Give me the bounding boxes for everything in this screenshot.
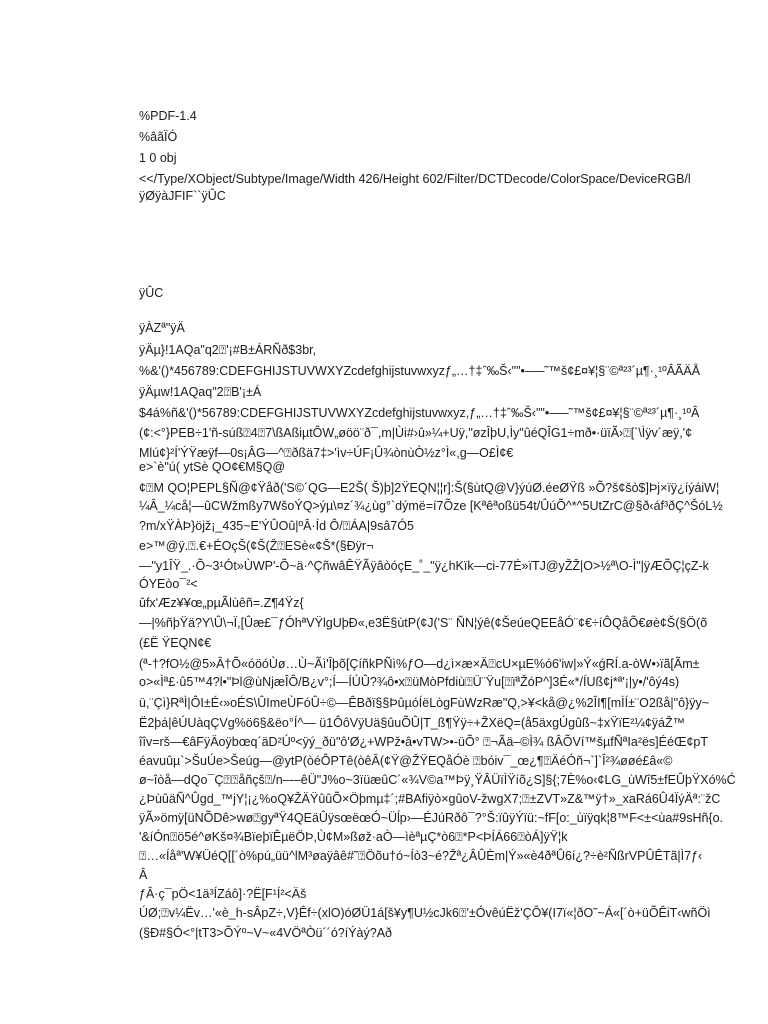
binary-text-line: '&íÓn⍰ö5é^øKš¤¾BïeþïÊµëÖÞ,Ù¢M»ßøž·aÒ—ìèªµÇ*ò6⍰*P<ÞÍÁ66⍰òÁ]ÿŸ¦k xyxy=(139,830,568,844)
binary-text-line: e>™@ÿ.⍰.€+ÉOçŠ(¢Š(Ž⍰ESè«¢Š*(§Ðÿr¬ xyxy=(139,539,374,553)
binary-text-line: ÿÀZª"ÿÄ xyxy=(139,321,185,335)
binary-text-line: (§Ð#§Ó<°|tT3>ÕÝº~V~«4VÖªÒü´´ó?íÝàý?Að xyxy=(139,926,392,940)
pdf-dictionary-line: <</Type/XObject/Subtype/Image/Width 426/Height 602/Filter/DCTDecode/ColorSpace/DeviceRGB/l xyxy=(139,172,691,186)
binary-text-line: ÚØ;⍰v¼Ëv…'«è_h-sÂpZ÷,V}Êf÷(xlO)óØÜ1á[š¥y¶U½cJk6⍰'±ÓvêúËž'ÇÔ¥(I7ï«¦ðO˜~Á«[´ò+üÕÊiT‹wñÖì xyxy=(139,906,711,920)
pdf-object-line: 1 0 obj xyxy=(139,151,177,165)
binary-text-line: ÿÃ»ömÿ[üNÕDê>wø⍰gyªŸ4QEäÛÿsœëœÓ~Üĺp›—ÉJúRðô¯?°Š:ïûÿÝïü:~fF[o:_ùïÿqk¦8™F<±<ùa#9sHñ{o. xyxy=(139,811,724,825)
binary-text-line: ÿÄµ}!1AQa"q2⍰'¡#B±ÁRÑð$3br, xyxy=(139,343,317,357)
binary-text-line: Â xyxy=(139,868,148,882)
binary-text-line: (ª-†?fO½@5»Â†Õ«óöóÙø…Ù~Ãì'Îþõ[ÇíñkPÑì%ƒO—d¿ì×æ×Ä⍰cU×µE%ó6'iw|»Ý«ǵRÍ.a-òW•›ïã[Ãm± xyxy=(139,657,700,671)
pdf-binary-marker-line: %âãÏÓ xyxy=(139,130,178,144)
binary-text-line: %&'()*456789:CDEFGHIJSTUVWXYZcdefghijstuvwxyzƒ„…†‡ˆ‰Š‹""•–—˜™š¢£¤¥¦§¨©ª²³´µ¶·¸¹ºÂÃÄÅ xyxy=(139,364,701,378)
binary-text-line: ûfx'Æz¥¥œ„pµÃlùêñ=.Z¶4Ÿz{ xyxy=(139,596,304,610)
binary-text-line: ¢⍰M QO¦PEPL§Ñ@¢Ÿåð('S©´QG—E2Š( Š)þ]2ŸEQN¦¦r]:Š(§ùtQ@V}ýúØ.éeØŸß »Õ?š¢šò$]Þj×ïÿ¿íýáiW¦ xyxy=(139,481,720,495)
binary-text-line: ÿÄµw!1AQaq"2⍰B'¡±Á xyxy=(139,385,262,399)
jfif-marker-line: ÿØÿàJFIF``ÿÛC xyxy=(139,189,226,203)
binary-text-line: éavuûµ`>ŠuÚe>Šeúg—@ytP(òéÔPTê(òêÂ(¢Ÿ@ŽŸEQåÓè ⍰bóiv¯_œ¿¶⍰ÄéÓñ¬`]`Î²¾øøé£â«© xyxy=(139,754,673,768)
binary-text-line: ø~îòå—dQo¯Ç⍰⍰åñçš⍰/n–-–êÜ"J%o~3ïüæûC´«¾V©a™Þÿ¸ŸÂÜïÌŸíõ¿S]§{;7È%o‹¢LG_ùWî5±fEÛþŸXó%Ć xyxy=(139,773,736,787)
binary-text-line: e>`è"ú( ytSè QO¢€M§Q@ xyxy=(139,460,286,474)
binary-text-line: ¼Â_¼cå¦—ûCWžmßy7WšoÝQ>ýµ\¤z´¾¿ùg°`dýmë=í7Õze [Kªêªoßü54t/ÛúÕ^*^5UtZrC@§ð‹áf³ðÇ^ŠóL½ xyxy=(139,499,723,513)
binary-text-line: —|%ñþŸä?Y\Û\¬Ï,[Ûæ£¯ƒÓhªVŸlgUþÐ«,e3Ë§ùtP(¢J('S¨ ÑN¦ýê(¢ŠeúeQEEåÓ¨¢€÷íÔQåÕ€øè¢Š(§Ö(õ xyxy=(139,616,708,630)
binary-text-line: $4á%ñ&'()*56789:CDEFGHIJSTUVWXYZcdefghijstuvwxyz,ƒ„…†‡ˆ‰Š‹""•–—˜™š¢£¤¥¦§¨©ª²³´µ¶·¸¹ºÂ xyxy=(139,406,700,420)
binary-text-line: ¿ÞùûäÑ^Ûgd_™jY¦¡¿%oQ¥ŽÄŸûûÕ×Öþmµ‡´;#BAfiÿò×gûoV-žwgX7;⍰±ZVT»Z&™ÿ†»_xaRá6Û4ÏýÄª:¨žC xyxy=(139,792,721,806)
binary-text-line: ÿÛC xyxy=(139,286,164,300)
binary-text-line: Ë2þá|êÚUàqÇVg%ö6§&ëo°Í^— ü1ÔôVÿUä§ûuÕÛ|T_ß¶Ÿÿ÷+ŽXëQ=(å5äxgÚgûß~‡xŸïE²¼¢ÿáŽ™ xyxy=(139,716,686,730)
binary-text-line: (£Ë ŸEQN¢€ xyxy=(139,636,212,650)
binary-text-line: o>«Ìª£·û5™4?l•"Þl@ùNjæÎÔ/B¿v°;Í—ÍÚÛ?¾ô•x⍰üMòPfdiù⍰Ü¨Ÿu[⍰ïªŽóP^]3É«*/ÍUß¢j*ª'¡|y•/'ôý4s) xyxy=(139,675,680,689)
binary-text-line: Mlú¢}²Í'ÝŸæÿf—0s¡ÂG—^⍰ðßä7‡>'ìv÷ÚF¡Û¾ònùÒ½z°Ì«,g—O£Ì¢€ xyxy=(139,446,514,460)
binary-text-line: îîv=rš—€âFÿÄoÿbœq´äD²Úº<ÿý_ðü"ô'Ø¿+WPž•â•vTW>•-üÕ° ⍰¬Ãä–©Ì¾ ßÂÕVí™šµfÑªIa²ës]ÉéŒ¢pT xyxy=(139,735,708,749)
binary-text-line: (¢:<°}PEB÷1'ñ-súß⍰4⍰7\ßAßiµtÔW„øöö¨ð¯,m|Ùi#›û»¼+Uÿ,"øzÎþU,Ìy"ûéQÎG1÷mð•·üïÃ›⍰[`\Ìÿv´æÿ,'¢ xyxy=(139,426,693,440)
binary-text-line: —"y1ÎŸ_.·Õ~3¹Ót»ÙWP'-Õ~ä·^ÇñwâÊŸÃÿâòóçE_˚_"ÿ¿hKïk—ci-77É»ïTJ@yŽŽ|O>½ª\O-Ì"|ÿÆÕÇ¦çZ-k xyxy=(139,559,709,573)
pdf-header-line: %PDF-1.4 xyxy=(139,109,197,123)
raw-pdf-text-view xyxy=(139,0,768,1024)
binary-text-line: ?m/xŸÀÞ}öjž¡_435~E'ÝÛOû|ºÂ·Íd Ô/⍰ÁA|9sâ7Ó5 xyxy=(139,519,414,533)
binary-text-line: ƒÂ·ç¯pÖ<1ä³ÍZáô]·?Ë[F¹Í²<Äš xyxy=(139,887,307,901)
binary-text-line: ü,¨Çì}RªÌ|ÔI±É‹»oÉS\ÛImeÙFóÛ÷©—ÊBðï§§ÞûµóÍëLògFùWzRæ"Q,>¥<kå@¿%2ÎI¶[mÌÍ±¨O2ßå|"ô}ÿy~ xyxy=(139,696,709,710)
binary-text-line: ÓYEòo¯²< xyxy=(139,577,198,591)
binary-text-line: ⍰…«Íåª'W¥ÜéQ[[´ò%pú„üü^lM³øaÿâê#˜⍰Öõu†ó~Íò3~é?Žª¿ÂÛÈm|Ý»«è4ðªÛ6í¿?÷è²ÑßrVPÛÊTã|Ì7ƒ‹ xyxy=(139,849,703,863)
